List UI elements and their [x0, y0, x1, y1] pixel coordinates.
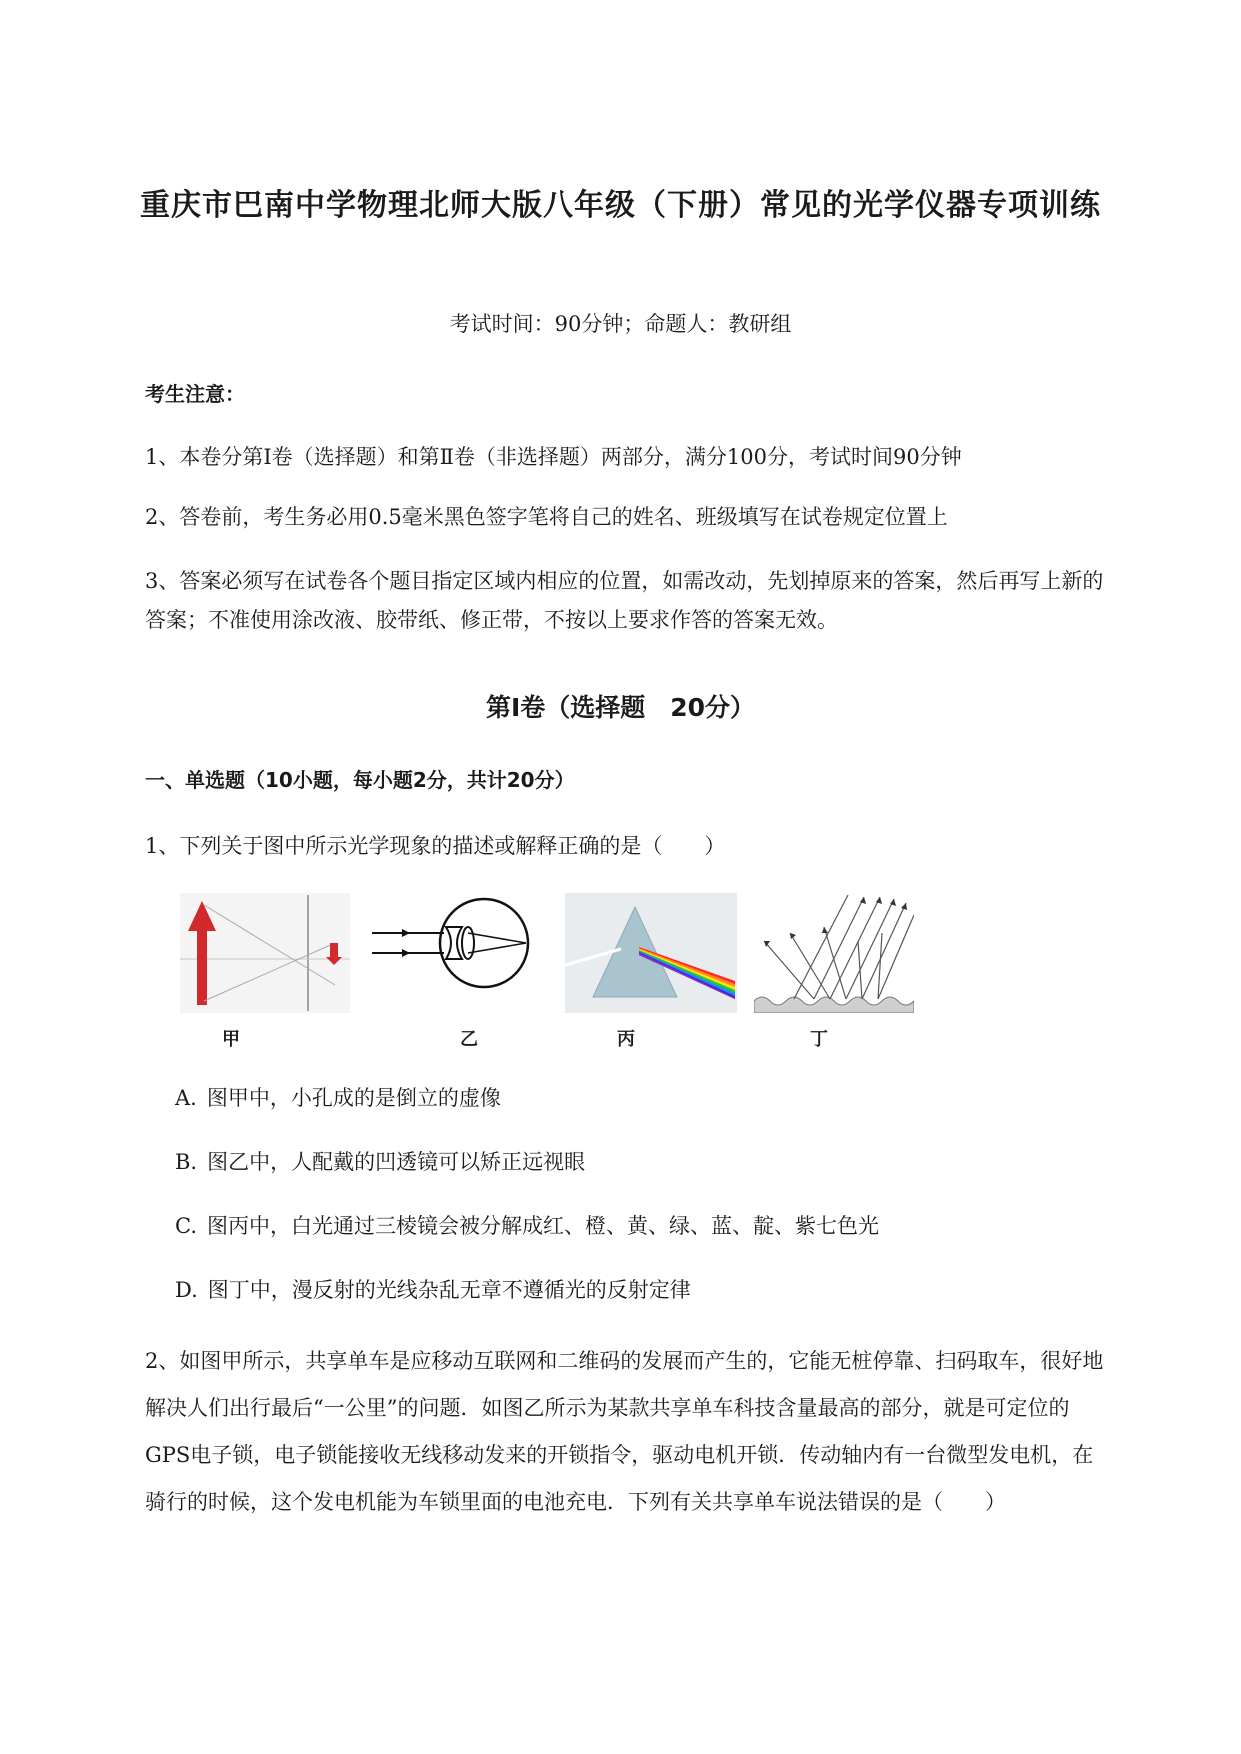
figure-yi-eye-lens [372, 893, 542, 1013]
option-d-key: D. [175, 1278, 198, 1302]
section-title: 第Ⅰ卷（选择题 20分） [485, 693, 756, 722]
option-a-text: 图甲中，小孔成的是倒立的虚像 [206, 1086, 501, 1110]
option-a-key: A. [175, 1086, 197, 1110]
option-a [175, 1082, 501, 1112]
figure-jia-pinhole [180, 893, 350, 1013]
option-c-key: C. [175, 1214, 197, 1238]
option-b-text: 图乙中，人配戴的凹透镜可以矫正远视眼 [207, 1150, 586, 1174]
option-d-text: 图丁中，漫反射的光线杂乱无章不遵循光的反射定律 [207, 1278, 691, 1302]
option-b [175, 1146, 585, 1176]
notice-heading: 考生注意： [145, 382, 245, 406]
page-title: 重庆市巴南中学物理北师大版八年级（下册）常见的光学仪器专项训练 [140, 188, 1101, 223]
option-c-text: 图丙中，白光通过三棱镜会被分解成红、橙、黄、绿、蓝、靛、紫七色光 [207, 1214, 879, 1238]
exam-subtitle: 考试时间：90分钟；命题人：教研组 [449, 312, 792, 336]
notice-item-3: 3、答案必须写在试卷各个题目指定区域内相应的位置，如需改动，先划掉原来的答案，然后再写上新的答案；不准使用涂改液、胶带纸、修正带，不按以上要求作答的答案无效。 [145, 569, 1104, 632]
figure-label-yi: 乙 [460, 1029, 478, 1050]
notice-item-2: 2、答卷前，考生务必用0.5毫米黑色签字笔将自己的姓名、班级填写在试卷规定位置上 [145, 505, 948, 529]
figure-bing-prism [565, 893, 737, 1013]
figure-label-bing: 丙 [617, 1029, 635, 1050]
option-c [175, 1210, 879, 1240]
figure-label-ding: 丁 [810, 1029, 828, 1050]
figure-ding-diffuse [754, 893, 914, 1013]
figure-label-jia: 甲 [222, 1029, 240, 1050]
question-2-stem: 2、如图甲所示，共享单车是应移动互联网和二维码的发展而产生的，它能无桩停靠、扫码取车，很好地解决人们出行最后“一公里”的问题．如图乙所示为某款共享单车科技含量最高的部分，就是可定位的GPS电子锁，电子锁能接收无线移动发来的开锁指令，驱动电机开锁．传动轴内有一台微型发电机，在骑行的时候，这个发电机能为车锁里面的电池充电．下列有关共享单车说法错误的是（ ） [145, 1349, 1104, 1514]
part-heading: 一、单选题（10小题，每小题2分，共计20分） [145, 768, 575, 792]
notice-item-1: 1、本卷分第Ⅰ卷（选择题）和第Ⅱ卷（非选择题）两部分，满分100分，考试时间90分钟 [145, 445, 962, 469]
option-d [175, 1274, 691, 1304]
question-1-stem: 1、下列关于图中所示光学现象的描述或解释正确的是（ ） [145, 834, 726, 858]
option-b-key: B. [175, 1150, 198, 1174]
